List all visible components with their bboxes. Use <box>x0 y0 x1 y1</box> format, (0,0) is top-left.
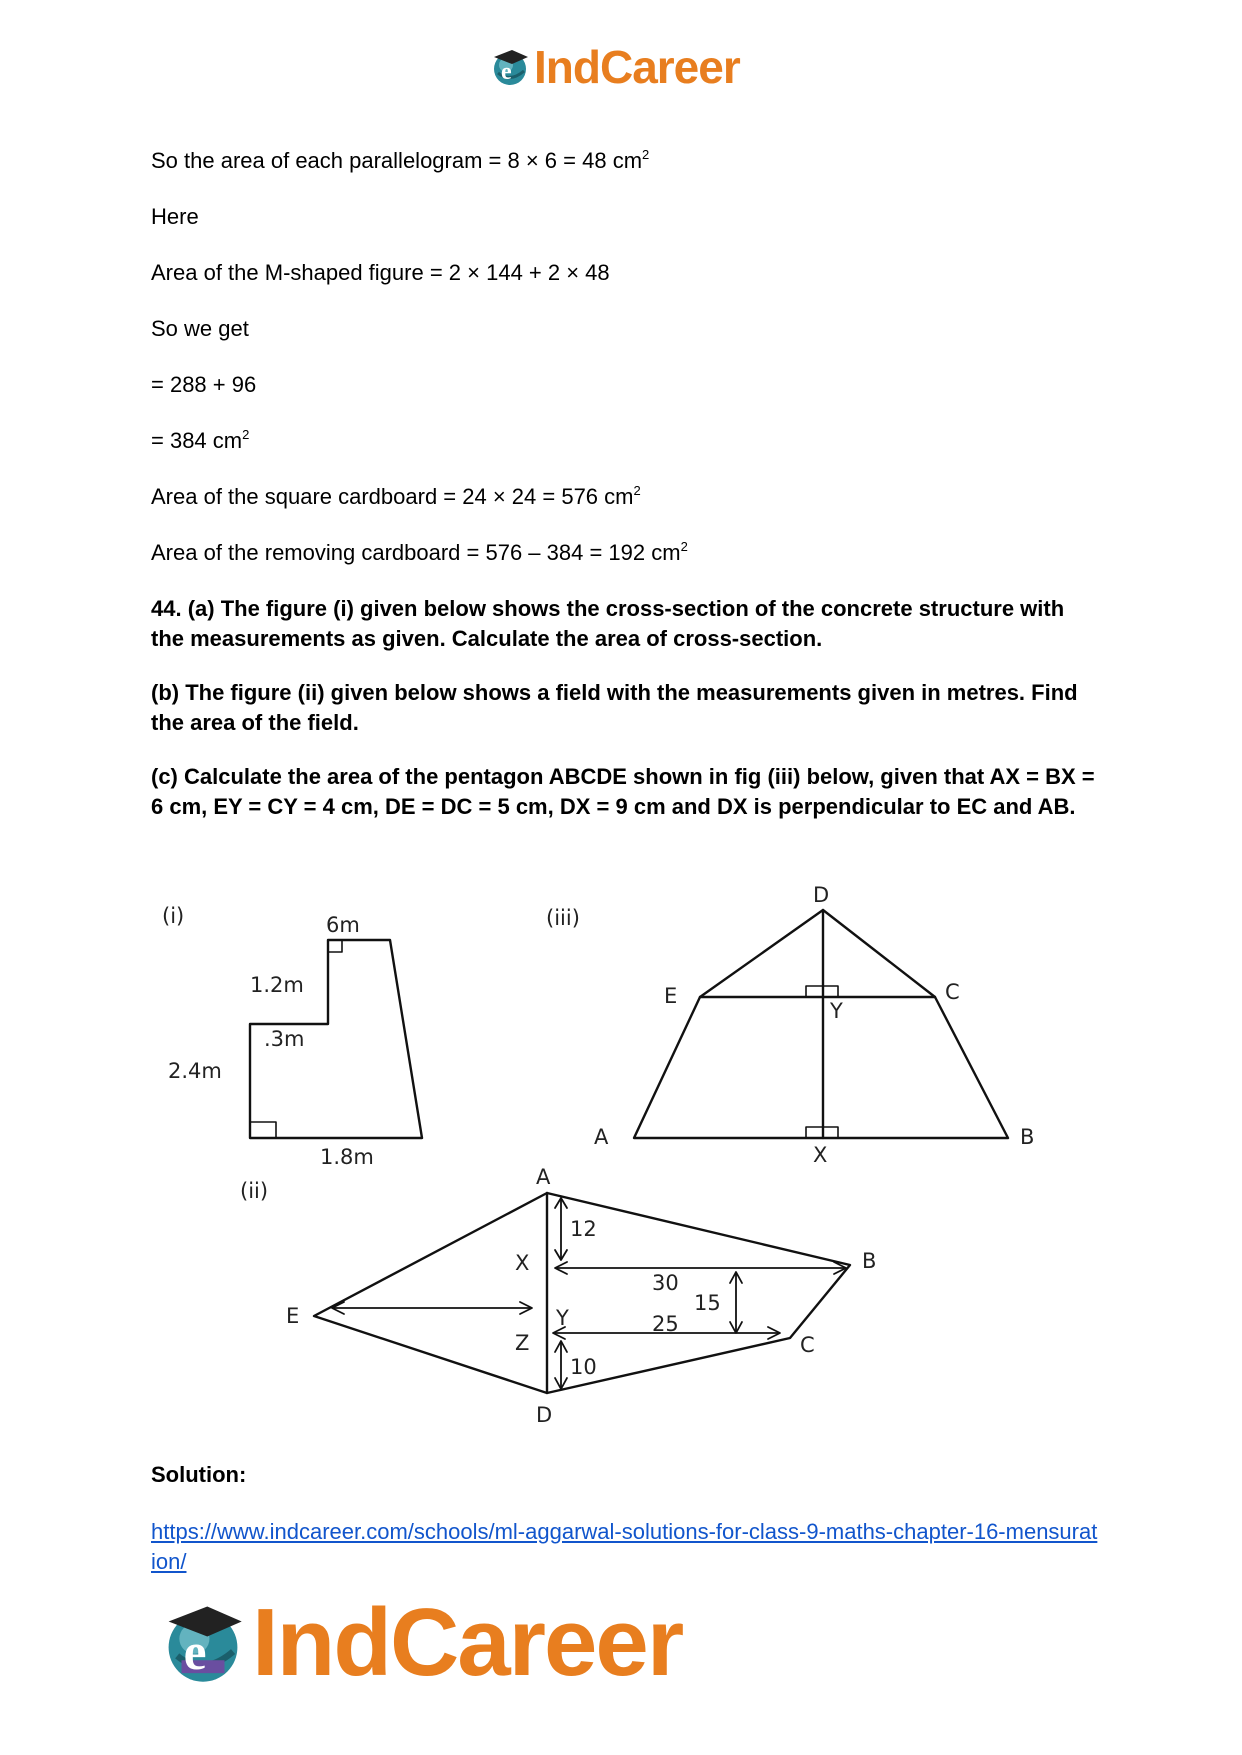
fig2-point-a: A <box>536 1165 551 1189</box>
brand-name: IndCareer <box>252 1589 683 1696</box>
fig1-step-width: .3m <box>264 1027 305 1051</box>
fig2-point-b: B <box>862 1249 877 1273</box>
fig2-measure-15: 15 <box>694 1291 721 1315</box>
text-line: Area of the square cardboard = 24 × 24 = 576 $cm^2$ <box>151 483 641 509</box>
text-line: So the area of each parallelogram = 8 × 6 = 48 $cm^2$ <box>151 147 650 173</box>
fig1-height: 2.4m <box>168 1059 222 1083</box>
fig3-point-e: E <box>664 984 678 1008</box>
svg-text:e: e <box>183 1623 207 1681</box>
text-line: So we get <box>151 316 249 341</box>
text-line: = 288 + 96 <box>151 372 257 397</box>
solution-link[interactable]: https://www.indcareer.com/schools/ml-aggarwal-solutions-for-class-9-maths-chapter-16-mensuration/ <box>151 1519 1098 1574</box>
fig1-top-measure: 6m <box>326 913 360 937</box>
svg-text:e: e <box>501 59 512 85</box>
fig2-point-c: C <box>800 1333 815 1357</box>
fig3-point-c: C <box>945 980 960 1004</box>
figure-iii-shape <box>634 910 1008 1138</box>
fig3-point-x: X <box>813 1143 828 1167</box>
brand-logo-top <box>490 40 740 94</box>
fig2-point-y: Y <box>556 1306 569 1330</box>
question-b: (b) The figure (ii) given below shows a field with the measurements given in metres. Find the area of the field. <box>151 680 1078 735</box>
geometry-figure <box>150 878 1050 1433</box>
brand-name: IndCareer <box>534 41 740 93</box>
fig2-measure-10: 10 <box>570 1355 597 1379</box>
document-body <box>151 146 1101 846</box>
globe-cap-icon <box>490 47 530 87</box>
brand-logo-bottom <box>160 1588 682 1698</box>
text-line: Area of the M-shaped figure = 2 × 144 + 2 × 48 <box>151 260 610 285</box>
figures-svg <box>150 878 1050 1433</box>
solution-heading: Solution: <box>151 1462 247 1487</box>
fig2-measure-30: 30 <box>652 1271 679 1295</box>
text-line: = 384 $cm^2$ <box>151 427 250 453</box>
fig1-label: (i) <box>162 904 185 928</box>
fig3-point-y: Y <box>830 999 843 1023</box>
fig3-point-b: B <box>1020 1125 1035 1149</box>
question-a: 44. (a) The figure (i) given below shows the cross-section of the concrete structure with the measurements as given. Calculate the area of cross-section. <box>151 596 1065 651</box>
fig2-measure-12: 12 <box>570 1217 597 1241</box>
fig2-point-d: D <box>536 1403 553 1427</box>
fig2-measure-25: 25 <box>652 1312 679 1336</box>
text-line: Area of the removing cardboard = 576 – 384 = 192 $cm^2$ <box>151 539 688 565</box>
fig2-point-z: Z <box>515 1331 530 1355</box>
fig1-bottom: 1.8m <box>320 1145 374 1169</box>
fig2-label: (ii) <box>240 1179 269 1203</box>
fig2-point-x: X <box>515 1251 530 1275</box>
question-c: (c) Calculate the area of the pentagon ABCDE shown in fig (iii) below, given that AX = BX = 6 cm, EY = CY = 4 cm, DE = DC = 5 cm, DX = 9 cm and DX is perpendicular to EC and AB. <box>151 764 1095 819</box>
fig3-label: (iii) <box>546 906 580 930</box>
fig1-step-height: 1.2m <box>250 973 304 997</box>
fig3-point-d: D <box>813 883 830 907</box>
fig3-point-a: A <box>594 1125 609 1149</box>
globe-cap-icon <box>160 1600 246 1686</box>
text-line: Here <box>151 204 199 229</box>
fig2-point-e: E <box>286 1304 300 1328</box>
